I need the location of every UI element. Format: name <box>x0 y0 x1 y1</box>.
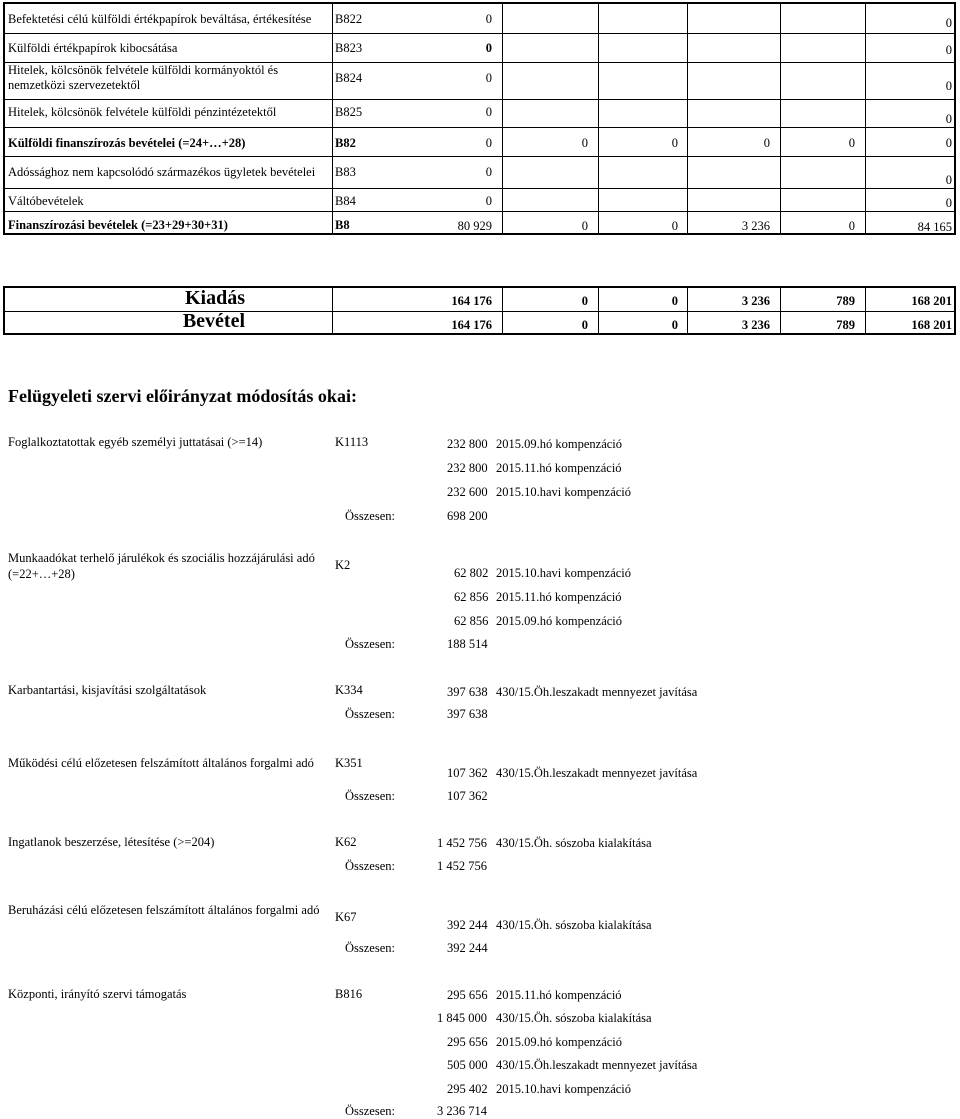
kiadas-value: 0 <box>671 294 678 308</box>
group-code: B816 <box>335 987 363 1001</box>
line-desc: 430/15.Öh.leszakadt mennyezet javítása <box>496 766 698 780</box>
total-label: Összesen: <box>345 707 395 721</box>
group-label: Ingatlanok beszerzése, létesítése (>=204) <box>8 835 215 849</box>
line-amount: 232 800 <box>447 461 488 475</box>
row-value: 0 <box>485 165 492 179</box>
line-amount: 1 452 756 <box>437 836 487 850</box>
row-value: 0 <box>485 12 492 26</box>
row-code: B84 <box>335 194 356 208</box>
line-desc: 430/15.Öh.leszakadt mennyezet javítása <box>496 1058 698 1072</box>
group-code: K334 <box>335 683 363 697</box>
group-total: 107 362 <box>447 789 488 803</box>
kiadas-value: 3 236 <box>741 294 770 308</box>
line-amount: 295 402 <box>447 1082 488 1096</box>
group-total: 1 452 756 <box>437 859 487 873</box>
row-total: 0 <box>945 173 952 187</box>
row-total: 0 <box>945 16 952 30</box>
row-code: B82 <box>335 136 356 150</box>
bevetel-value: 164 176 <box>451 318 492 332</box>
group-code: K62 <box>335 835 357 849</box>
row-value: 0 <box>671 219 678 233</box>
line-amount: 232 600 <box>447 485 488 499</box>
group-label: Foglalkoztatottak egyéb személyi juttatásai (>=14) <box>8 435 263 449</box>
section-title: Felügyeleti szervi előirányzat módosítás okai: <box>8 386 357 406</box>
group-label: Központi, irányító szervi támogatás <box>8 987 187 1001</box>
row-label: Váltóbevételek <box>8 194 84 208</box>
row-code: B8 <box>335 218 350 232</box>
row-value: 0 <box>581 136 588 150</box>
group-total: 3 236 714 <box>437 1104 487 1118</box>
row-total: 84 165 <box>917 220 952 234</box>
line-desc: 2015.09.hó kompenzáció <box>496 1035 623 1049</box>
row-total: 0 <box>945 43 952 57</box>
kiadas-value: 164 176 <box>451 294 492 308</box>
row-value: 0 <box>763 136 770 150</box>
group-total: 698 200 <box>447 509 488 523</box>
line-amount: 62 856 <box>454 614 489 628</box>
row-value: 3 236 <box>741 219 770 233</box>
group-code: K1113 <box>335 435 369 449</box>
row-code: B824 <box>335 71 363 85</box>
row-code: B825 <box>335 105 363 119</box>
group-label: Működési célú előzetesen felszámított általános forgalmi adó <box>8 756 314 770</box>
group-label: Munkaadókat terhelő járulékok és szociális hozzájárulási adó (=22+…+28) <box>8 551 315 581</box>
bevetel-label: Bevétel <box>182 310 245 332</box>
row-value: 0 <box>671 136 678 150</box>
row-value: 0 <box>848 136 855 150</box>
row-code: B822 <box>335 12 363 26</box>
group-code: K2 <box>335 558 351 572</box>
row-code: B83 <box>335 165 356 179</box>
line-amount: 1 845 000 <box>437 1011 487 1025</box>
line-amount: 392 244 <box>447 918 488 932</box>
line-amount: 505 000 <box>447 1058 488 1072</box>
row-total: 0 <box>945 136 952 150</box>
kiadas-label: Kiadás <box>184 287 245 309</box>
line-amount: 397 638 <box>447 685 488 699</box>
bevetel-total: 168 201 <box>911 318 952 332</box>
line-desc: 430/15.Öh. sószoba kialakítása <box>496 1011 652 1025</box>
row-value: 0 <box>485 41 492 55</box>
total-label: Összesen: <box>345 941 395 955</box>
line-amount: 62 856 <box>454 590 489 604</box>
kiadas-value: 789 <box>836 294 855 308</box>
group-code: K351 <box>335 756 363 770</box>
row-value: 0 <box>848 219 855 233</box>
line-desc: 2015.10.havi kompenzáció <box>496 485 632 499</box>
row-value: 0 <box>485 71 492 85</box>
line-desc: 430/15.Öh. sószoba kialakítása <box>496 918 652 932</box>
group-total: 397 638 <box>447 707 488 721</box>
row-label: Külföldi finanszírozás bevételei (=24+…+28) <box>8 136 246 150</box>
line-amount: 295 656 <box>447 988 488 1002</box>
line-desc: 2015.11.hó kompenzáció <box>496 461 622 475</box>
line-desc: 430/15.Öh.leszakadt mennyezet javítása <box>496 685 698 699</box>
total-label: Összesen: <box>345 789 395 803</box>
line-desc: 2015.09.hó kompenzáció <box>496 614 623 628</box>
row-code: B823 <box>335 41 363 55</box>
row-total: 0 <box>945 79 952 93</box>
row-total: 0 <box>945 112 952 126</box>
line-amount: 295 656 <box>447 1035 488 1049</box>
row-value: 80 929 <box>457 219 492 233</box>
kiadas-value: 0 <box>581 294 588 308</box>
kiadas-total: 168 201 <box>911 294 952 308</box>
row-label: Finanszírozási bevételek (=23+29+30+31) <box>8 218 228 232</box>
row-label: Adóssághoz nem kapcsolódó származékos ügyletek bevételei <box>8 165 316 179</box>
row-value: 0 <box>485 194 492 208</box>
row-value: 0 <box>485 105 492 119</box>
line-desc: 2015.11.hó kompenzáció <box>496 988 622 1002</box>
group-total: 392 244 <box>447 941 488 955</box>
line-amount: 107 362 <box>447 766 488 780</box>
group-label: Karbantartási, kisjavítási szolgáltatások <box>8 683 207 697</box>
group-code: K67 <box>335 910 357 924</box>
row-total: 0 <box>945 196 952 210</box>
bevetel-value: 3 236 <box>741 318 770 332</box>
row-value: 0 <box>581 219 588 233</box>
group-total: 188 514 <box>447 637 488 651</box>
line-amount: 62 802 <box>454 566 489 580</box>
bevetel-value: 789 <box>836 318 855 332</box>
total-label: Összesen: <box>345 509 395 523</box>
line-desc: 2015.10.havi kompenzáció <box>496 1082 632 1096</box>
line-desc: 2015.09.hó kompenzáció <box>496 437 623 451</box>
line-amount: 232 800 <box>447 437 488 451</box>
total-label: Összesen: <box>345 1104 395 1118</box>
group-label: Beruházási célú előzetesen felszámított általános forgalmi adó <box>8 903 320 917</box>
row-value: 0 <box>485 136 492 150</box>
line-desc: 430/15.Öh. sószoba kialakítása <box>496 836 652 850</box>
row-label: Hitelek, kölcsönök felvétele külföldi kormányoktól és nemzetközi szervezetektől <box>8 63 279 92</box>
row-label: Külföldi értékpapírok kibocsátása <box>8 41 178 55</box>
row-label: Befektetési célú külföldi értékpapírok beváltása, értékesítése <box>8 12 312 26</box>
total-label: Összesen: <box>345 859 395 873</box>
total-label: Összesen: <box>345 637 395 651</box>
line-desc: 2015.11.hó kompenzáció <box>496 590 622 604</box>
bevetel-value: 0 <box>581 318 588 332</box>
bevetel-value: 0 <box>671 318 678 332</box>
line-desc: 2015.10.havi kompenzáció <box>496 566 632 580</box>
row-label: Hitelek, kölcsönök felvétele külföldi pénzintézetektől <box>8 105 277 119</box>
